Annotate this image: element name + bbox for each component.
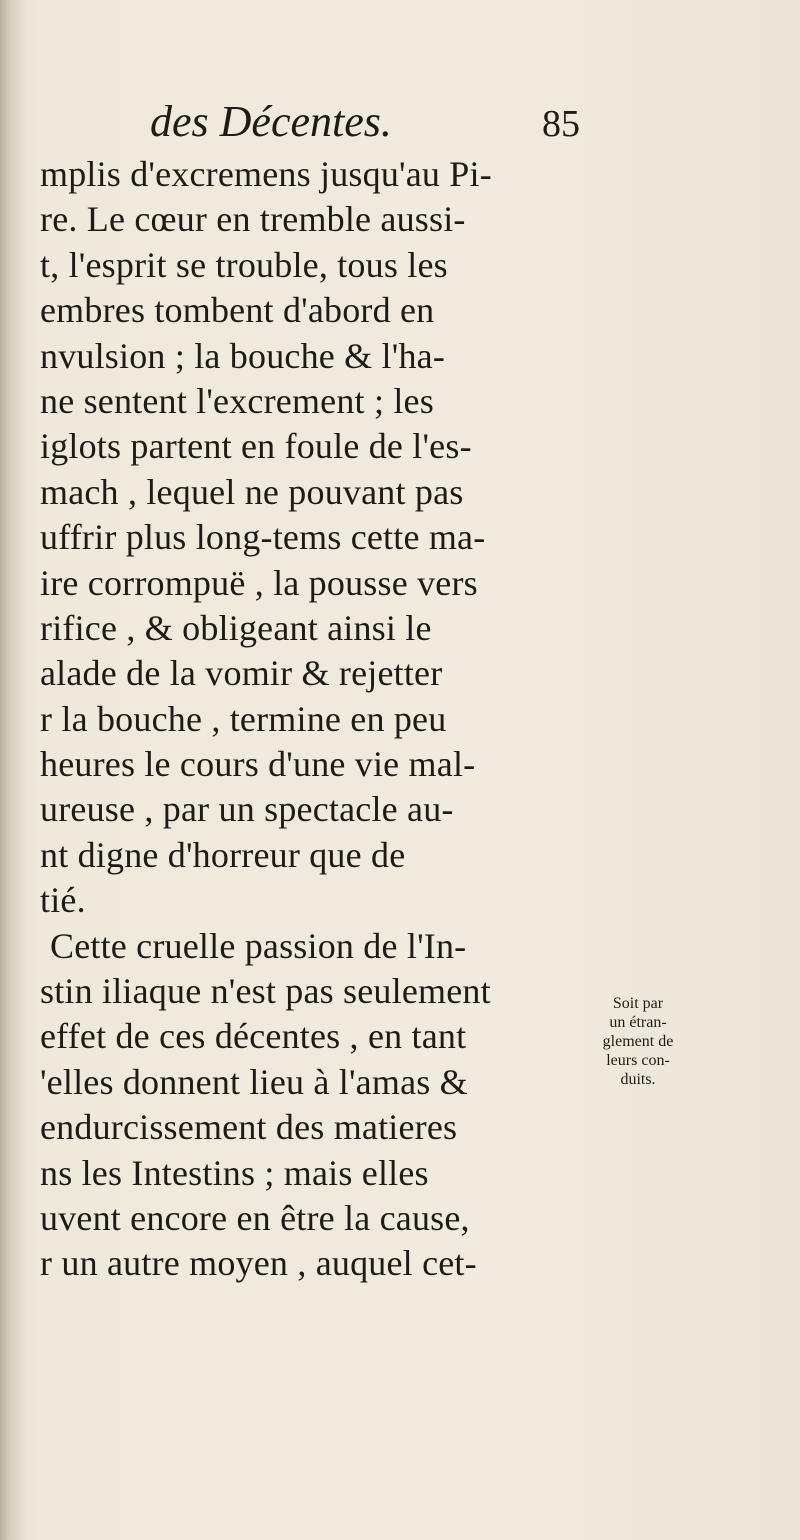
text-line: mach , lequel ne pouvant pas	[40, 471, 464, 512]
text-line: tié.	[40, 880, 86, 921]
margin-note-line: glement de	[602, 1033, 674, 1050]
margin-note-line: duits.	[620, 1071, 656, 1088]
text-line: alade de la vomir & rejetter	[40, 653, 443, 694]
text-line: r un autre moyen , auquel cet-	[40, 1243, 477, 1284]
paragraph-start-line: Cette cruelle passion de l'In-	[50, 925, 467, 966]
text-line: rifice , & obligeant ainsi le	[40, 607, 432, 648]
running-head: des Décentes.	[150, 97, 392, 146]
text-line: r la bouche , termine en peu	[40, 698, 447, 739]
text-line: 'elles donnent lieu à l'amas &	[40, 1061, 468, 1102]
text-line: re. Le cœur en tremble aussi-	[40, 199, 466, 240]
text-line: uffrir plus long-tems cette ma-	[40, 517, 486, 558]
text-line: effet de ces décentes , en tant	[40, 1016, 467, 1057]
text-line: nt digne d'horreur que de	[40, 834, 406, 875]
text-line: embres tombent d'abord en	[40, 290, 435, 331]
text-line: heures le cours d'une vie mal-	[40, 744, 476, 785]
text-line: t, l'esprit se trouble, tous les	[40, 244, 448, 285]
text-line: stin iliaque n'est pas seulement	[40, 971, 491, 1012]
page-header	[150, 96, 580, 156]
text-line: mplis d'excremens jusqu'au Pi-	[40, 154, 492, 194]
body-text	[40, 152, 570, 1287]
margin-note-line: leurs con-	[606, 1052, 670, 1069]
margin-note-line: Soit par	[612, 995, 664, 1012]
text-line: endurcissement des matieres	[40, 1107, 458, 1148]
text-line: ne sentent l'excrement ; les	[40, 380, 434, 421]
margin-note-line: un étran-	[609, 1014, 667, 1031]
text-line: ire corrompuë , la pousse vers	[40, 562, 478, 603]
margin-note	[588, 994, 688, 1089]
page-number: 85	[542, 103, 580, 145]
text-line: ureuse , par un spectacle au-	[40, 789, 454, 830]
text-line: uvent encore en être la cause,	[40, 1197, 470, 1238]
text-line: iglots partent en foule de l'es-	[40, 426, 472, 467]
page-gutter	[0, 0, 26, 1540]
text-line: ns les Intestins ; mais elles	[40, 1152, 429, 1193]
text-line: nvulsion ; la bouche & l'ha-	[40, 335, 446, 376]
